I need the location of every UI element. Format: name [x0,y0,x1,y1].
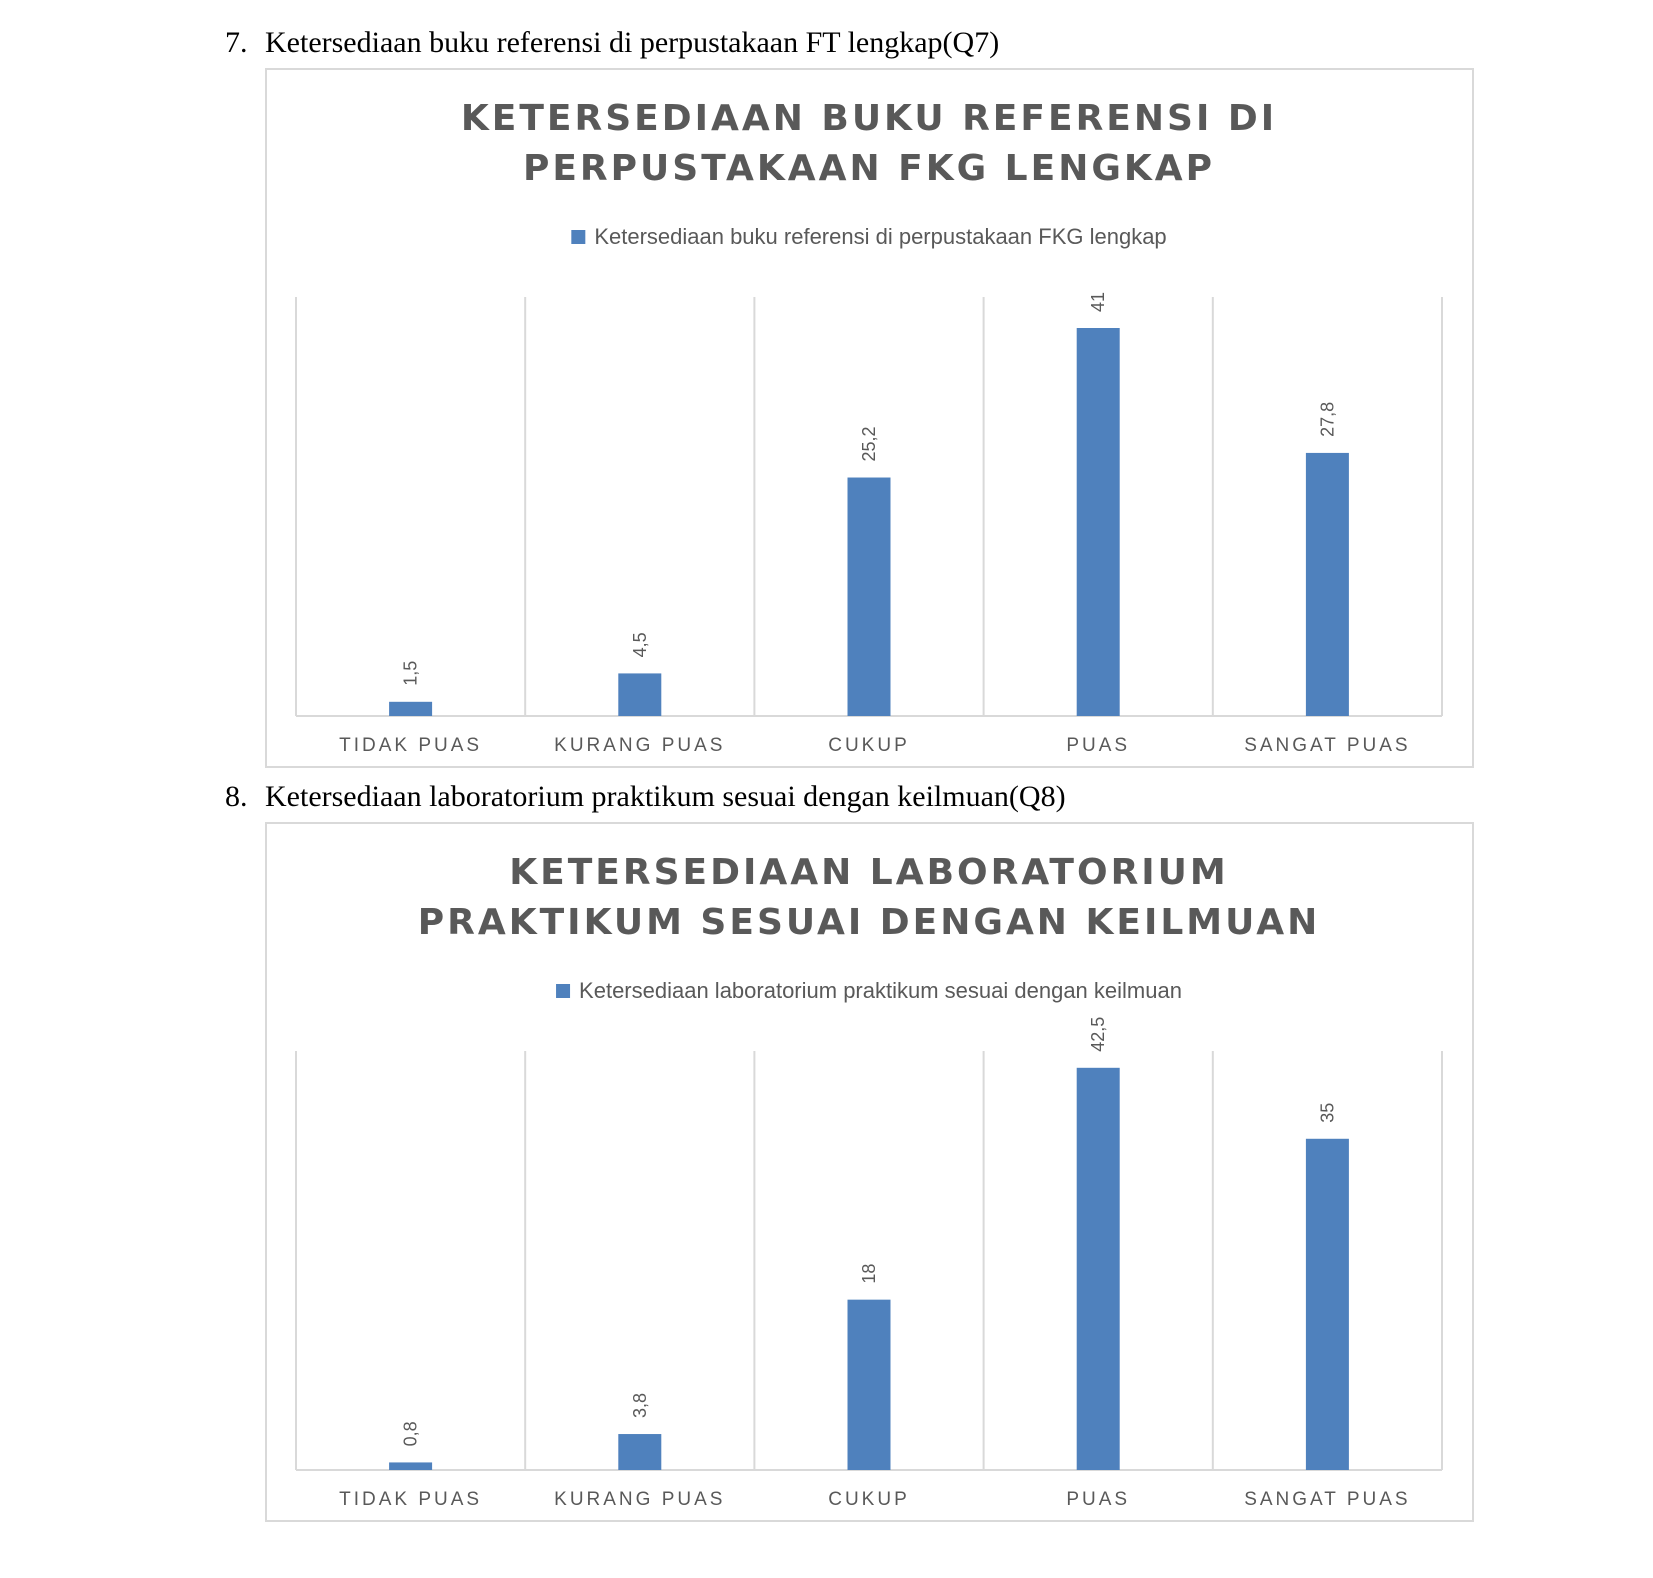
data-label: 0,8 [400,1421,421,1447]
category-label: PUAS [1066,1489,1131,1510]
bar [1306,453,1349,716]
bar [848,478,891,716]
data-label: 27,8 [1317,401,1338,437]
data-label: 41 [1088,291,1109,312]
data-label: 1,5 [400,660,421,686]
legend-label: Ketersediaan buku referensi di perpustakaan FKG lengkap [594,224,1167,249]
legend-swatch [571,230,585,244]
section-8-number: 8. [225,780,248,813]
legend-label: Ketersediaan laboratorium praktikum sesuai dengan keilmuan [579,978,1182,1003]
data-label: 3,8 [629,1393,650,1419]
category-label: KURANG PUAS [554,735,726,756]
chart-title-line: KETERSEDIAAN BUKU REFERENSI DI [460,98,1278,139]
section-8-heading [225,780,1066,814]
data-label: 35 [1317,1102,1338,1123]
bar [389,702,432,716]
category-label: SANGAT PUAS [1244,735,1411,756]
data-label: 42,5 [1088,1016,1109,1052]
bar [1306,1139,1349,1470]
bar [618,673,661,716]
chart-q8 [265,822,1474,1522]
data-label: 18 [859,1263,879,1284]
legend [571,224,1166,249]
category-label: TIDAK PUAS [339,1489,483,1510]
chart-title-line: PERPUSTAKAAN FKG LENGKAP [522,148,1216,189]
category-label: CUKUP [828,735,910,756]
bar [848,1300,891,1470]
chart-title-line: PRAKTIKUM SESUAI DENGAN KEILMUAN [417,902,1321,943]
bar [1077,1068,1120,1470]
category-label: KURANG PUAS [554,1489,726,1510]
legend [556,978,1182,1003]
bar [1077,328,1120,716]
section-8-title: Ketersediaan laboratorium praktikum sesuai dengan keilmuan(Q8) [265,780,1066,813]
chart-q7 [265,68,1474,768]
data-label: 4,5 [629,632,650,658]
category-label: SANGAT PUAS [1244,1489,1411,1510]
data-label: 25,2 [859,426,879,462]
section-7-heading [225,26,999,60]
chart-svg [267,824,1472,1520]
chart-title-line: KETERSEDIAAN LABORATORIUM [509,852,1229,893]
section-7-number: 7. [225,26,248,59]
chart-svg [267,70,1472,766]
category-label: TIDAK PUAS [339,735,483,756]
category-label: PUAS [1066,735,1131,756]
bar [618,1434,661,1470]
legend-swatch [556,984,570,998]
category-label: CUKUP [828,1489,910,1510]
section-7-title: Ketersediaan buku referensi di perpustakaan FT lengkap(Q7) [265,26,1000,59]
bar [389,1462,432,1470]
